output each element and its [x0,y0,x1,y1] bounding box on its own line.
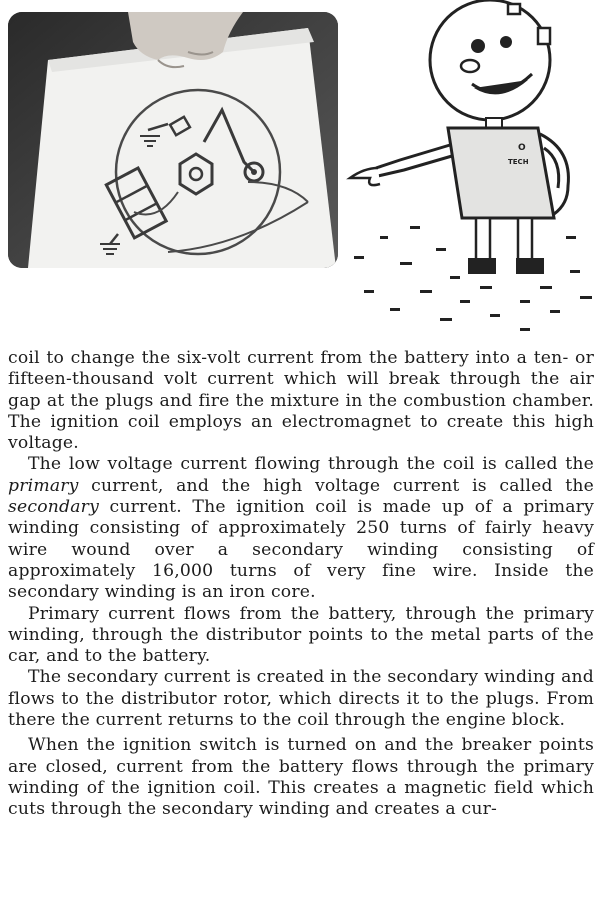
paragraph-coil-purpose: coil to change the six-volt current from the battery into a ten- or fifteen-thousand volt current which will break through the air gap at the plugs and fire the mixture in the combustion chamber. The ignition coil employs an electromagnet to create this high voltage. [8,348,594,454]
term-primary: primary [8,475,79,496]
paragraph-primary-flow: Primary current flows from the battery, through the primary winding, through the distributor points to the metal parts of the car, and to the battery. [8,603,594,667]
ignition-diagram-sketch [8,12,338,268]
text-run: The low voltage current flowing through the coil is called the [28,454,594,475]
paragraph-ignition-switch: When the ignition switch is turned on and the breaker points are closed, current from the battery flows through the primary winding of the ignition coil. This creates a magnetic field which cuts through the secondary winding and creates a cur- [8,735,594,820]
illustration-area [0,0,600,345]
paragraph-primary-secondary [8,454,594,603]
article-body [8,348,594,821]
svg-text:O: O [518,143,526,153]
robot-mascot-illustration [340,0,600,345]
robot-badge-text: TECH [508,158,529,166]
text-run: current, and the high voltage current is called the [78,475,594,496]
text-run: current. The ignition coil is made up of a primary winding consisting of approximately 250 turns of fairly heavy wire wound over a secondary winding consisting of approximately 16,000 turns of very fine wire. Inside the secondary winding is an iron core. [8,497,594,603]
photo-hand-holding-diagram [8,12,338,268]
term-secondary: secondary [8,497,100,518]
paragraph-secondary-flow: The secondary current is created in the secondary winding and flows to the distributor rotor, which directs it to the plugs. From there the current returns to the coil through the engine block. [8,667,594,731]
